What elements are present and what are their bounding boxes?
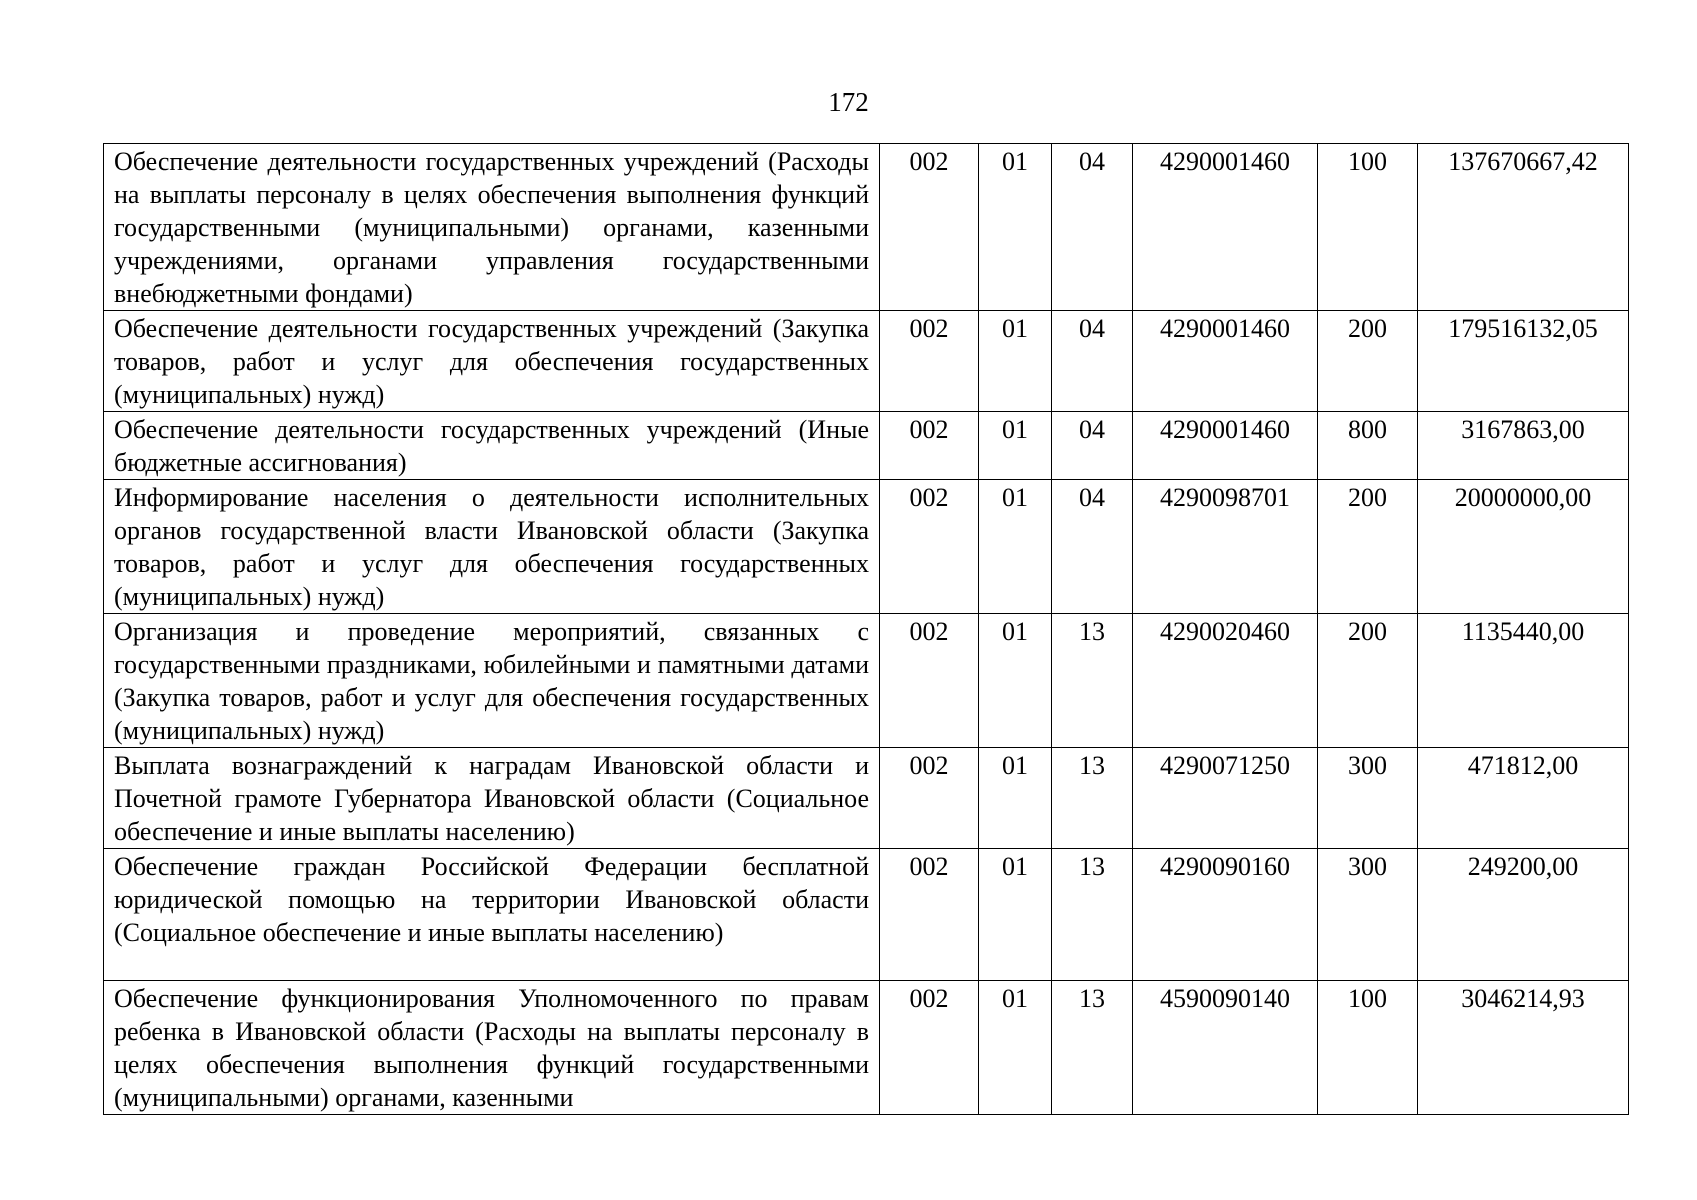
expense-description: Обеспечение деятельности государственных учреждений (Расходы на выплаты персоналу в целях обеспечения выполнения функций государственными (муниципальными) органами, казенными учреждениями, органами управления государственными внебюджетными фондами) bbox=[104, 144, 880, 311]
table-row bbox=[104, 480, 1629, 614]
grbs-code: 002 bbox=[880, 614, 979, 748]
grbs-code: 002 bbox=[880, 144, 979, 311]
expense-type-code: 300 bbox=[1318, 748, 1418, 849]
expense-description: Информирование населения о деятельности исполнительных органов государственной власти Ивановской области (Закупка товаров, работ и услуг для обеспечения государственных (муниципальных) нужд) bbox=[104, 480, 880, 614]
expense-description: Обеспечение деятельности государственных учреждений (Закупка товаров, работ и услуг для обеспечения государственных (муниципальных) нужд) bbox=[104, 311, 880, 412]
target-article-code: 4290090160 bbox=[1133, 849, 1318, 981]
table-row bbox=[104, 981, 1629, 1115]
subsection-code: 04 bbox=[1052, 311, 1133, 412]
target-article-code: 4290020460 bbox=[1133, 614, 1318, 748]
expense-type-code: 200 bbox=[1318, 311, 1418, 412]
amount: 137670667,42 bbox=[1418, 144, 1629, 311]
expense-description: Выплата вознаграждений к наградам Ивановской области и Почетной грамоте Губернатора Ивановской области (Социальное обеспечение и иные выплаты населению) bbox=[104, 748, 880, 849]
target-article-code: 4590090140 bbox=[1133, 981, 1318, 1115]
table-row bbox=[104, 614, 1629, 748]
section-code: 01 bbox=[979, 981, 1052, 1115]
expense-description: Обеспечение деятельности государственных учреждений (Иные бюджетные ассигнования) bbox=[104, 412, 880, 480]
grbs-code: 002 bbox=[880, 412, 979, 480]
table-row bbox=[104, 412, 1629, 480]
section-code: 01 bbox=[979, 412, 1052, 480]
amount: 471812,00 bbox=[1418, 748, 1629, 849]
amount: 249200,00 bbox=[1418, 849, 1629, 981]
subsection-code: 13 bbox=[1052, 849, 1133, 981]
grbs-code: 002 bbox=[880, 981, 979, 1115]
amount: 20000000,00 bbox=[1418, 480, 1629, 614]
grbs-code: 002 bbox=[880, 748, 979, 849]
subsection-code: 13 bbox=[1052, 981, 1133, 1115]
amount: 3046214,93 bbox=[1418, 981, 1629, 1115]
section-code: 01 bbox=[979, 311, 1052, 412]
amount: 3167863,00 bbox=[1418, 412, 1629, 480]
subsection-code: 04 bbox=[1052, 144, 1133, 311]
subsection-code: 13 bbox=[1052, 748, 1133, 849]
subsection-code: 04 bbox=[1052, 412, 1133, 480]
budget-table bbox=[103, 143, 1629, 1115]
amount: 1135440,00 bbox=[1418, 614, 1629, 748]
target-article-code: 4290001460 bbox=[1133, 144, 1318, 311]
section-code: 01 bbox=[979, 748, 1052, 849]
target-article-code: 4290071250 bbox=[1133, 748, 1318, 849]
section-code: 01 bbox=[979, 144, 1052, 311]
subsection-code: 13 bbox=[1052, 614, 1133, 748]
target-article-code: 4290001460 bbox=[1133, 412, 1318, 480]
expense-type-code: 800 bbox=[1318, 412, 1418, 480]
table-row bbox=[104, 144, 1629, 311]
grbs-code: 002 bbox=[880, 849, 979, 981]
grbs-code: 002 bbox=[880, 480, 979, 614]
expense-type-code: 200 bbox=[1318, 614, 1418, 748]
section-code: 01 bbox=[979, 614, 1052, 748]
subsection-code: 04 bbox=[1052, 480, 1133, 614]
target-article-code: 4290098701 bbox=[1133, 480, 1318, 614]
section-code: 01 bbox=[979, 480, 1052, 614]
expense-type-code: 300 bbox=[1318, 849, 1418, 981]
table-row bbox=[104, 311, 1629, 412]
expense-type-code: 100 bbox=[1318, 981, 1418, 1115]
table-row bbox=[104, 748, 1629, 849]
expense-description: Организация и проведение мероприятий, связанных с государственными праздниками, юбилейными и памятными датами (Закупка товаров, работ и услуг для обеспечения государственных (муниципальных) нужд) bbox=[104, 614, 880, 748]
expense-description: Обеспечение функционирования Уполномоченного по правам ребенка в Ивановской области (Расходы на выплаты персоналу в целях обеспечения выполнения функций государственными (муниципальными) органами, казенными bbox=[104, 981, 880, 1115]
expense-description: Обеспечение граждан Российской Федерации бесплатной юридической помощью на территории Ивановской области (Социальное обеспечение и иные выплаты населению) bbox=[104, 849, 880, 981]
page-number: 172 bbox=[828, 87, 869, 117]
table-row bbox=[104, 849, 1629, 981]
grbs-code: 002 bbox=[880, 311, 979, 412]
target-article-code: 4290001460 bbox=[1133, 311, 1318, 412]
expense-type-code: 100 bbox=[1318, 144, 1418, 311]
amount: 179516132,05 bbox=[1418, 311, 1629, 412]
expense-type-code: 200 bbox=[1318, 480, 1418, 614]
section-code: 01 bbox=[979, 849, 1052, 981]
